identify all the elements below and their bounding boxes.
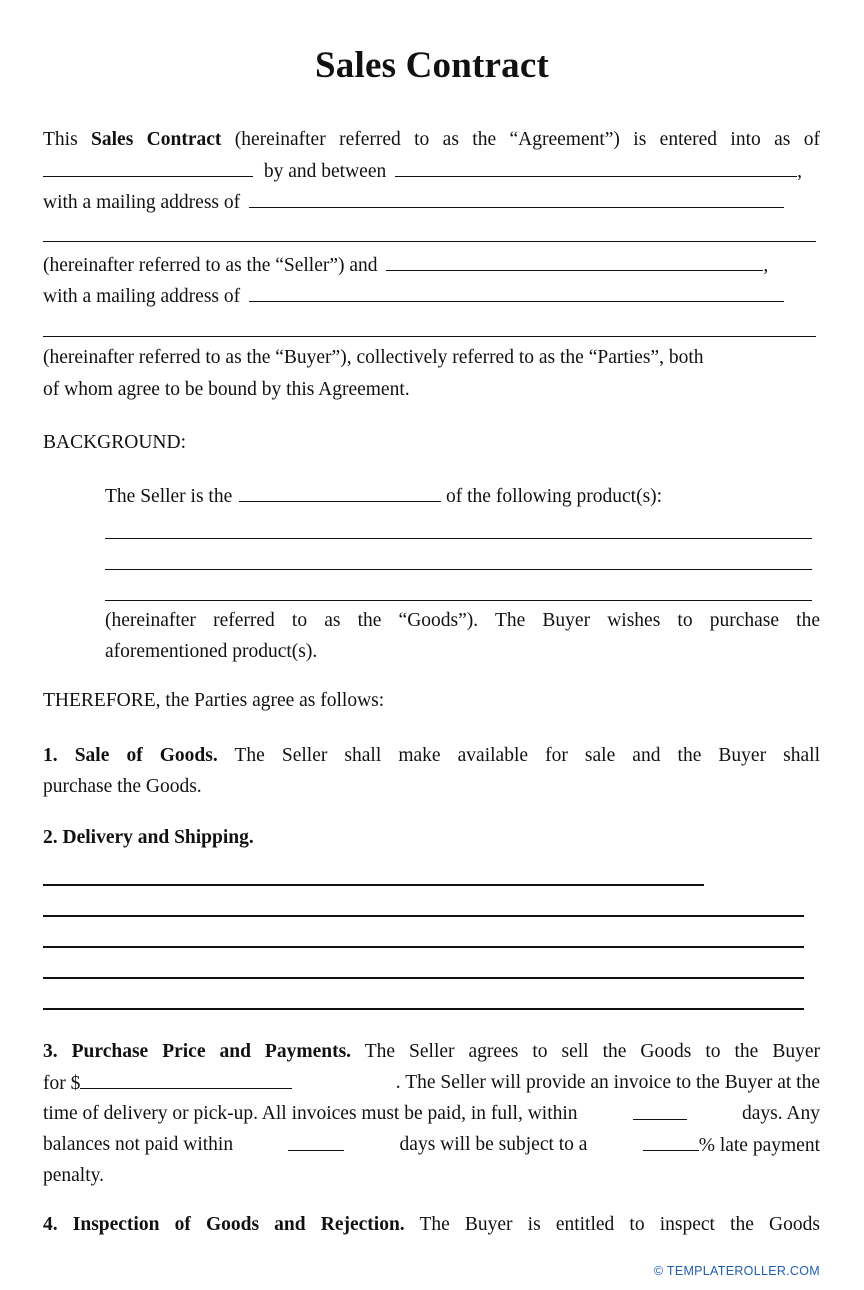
section-3-text: The Seller agrees to sell the Goods to the Buyer bbox=[351, 1041, 820, 1062]
delivery-line-2[interactable] bbox=[43, 915, 804, 917]
comma: , bbox=[797, 161, 802, 182]
delivery-line-3[interactable] bbox=[43, 946, 804, 948]
delivery-line-4[interactable] bbox=[43, 977, 804, 979]
section-4-heading: 4. Inspection of Goods and Rejection. bbox=[43, 1214, 405, 1235]
section-3-line-5: penalty. bbox=[43, 1165, 105, 1186]
seller-name-blank[interactable] bbox=[395, 159, 797, 177]
balances-text: balances not paid within bbox=[43, 1134, 234, 1155]
footer-watermark: © TEMPLATEROLLER.COM bbox=[653, 1264, 820, 1278]
products-line-3[interactable] bbox=[105, 600, 812, 601]
seller-address-line-2[interactable] bbox=[43, 241, 816, 242]
section-4-text: The Buyer is entitled to inspect the Goods bbox=[404, 1214, 820, 1235]
comma: , bbox=[763, 255, 769, 276]
section-3-invoice-text: . The Seller will provide an invoice to the Buyer at the bbox=[395, 1072, 820, 1093]
intro-contract-name: Sales Contract bbox=[91, 129, 222, 150]
late-days-blank[interactable] bbox=[288, 1133, 344, 1151]
seller-ref-text: (hereinafter referred to as the “Seller”) and bbox=[43, 255, 378, 276]
section-3-paid-text: time of delivery or pick-up. All invoices must be paid, in full, within bbox=[43, 1103, 578, 1124]
therefore-text: THEREFORE, the Parties agree as follows: bbox=[43, 690, 385, 711]
section-1-text: The Seller shall make available for sale and the Buyer shall bbox=[217, 745, 820, 766]
days-any-text: days. Any bbox=[741, 1103, 820, 1124]
intro-line-9: of whom agree to be bound by this Agreement. bbox=[43, 379, 410, 400]
intro-line-6 bbox=[43, 284, 784, 309]
intro-line-8: (hereinafter referred to as the “Buyer”), collectively referred to as the “Parties”, both bbox=[43, 347, 704, 368]
intro-line-3 bbox=[43, 190, 784, 215]
intro-text: This bbox=[43, 129, 92, 150]
for-dollar-text: for $ bbox=[43, 1073, 81, 1094]
section-3-line-3 bbox=[43, 1102, 820, 1126]
mailing-address-text: with a mailing address of bbox=[43, 286, 241, 307]
following-products-text: of the following product(s): bbox=[446, 486, 663, 507]
products-line-2[interactable] bbox=[105, 569, 812, 570]
price-blank[interactable] bbox=[80, 1071, 292, 1089]
intro-line-2 bbox=[43, 159, 802, 184]
days-subject-text: days will be subject to a bbox=[399, 1134, 588, 1155]
seller-address-blank[interactable] bbox=[249, 190, 784, 208]
section-3-heading: 3. Purchase Price and Payments. bbox=[43, 1041, 352, 1062]
delivery-line-5[interactable] bbox=[43, 1008, 804, 1010]
section-1-line-1 bbox=[43, 744, 820, 768]
seller-role-blank[interactable] bbox=[239, 484, 441, 502]
background-line-1 bbox=[105, 484, 662, 509]
section-3-line-1 bbox=[43, 1040, 820, 1064]
section-3-line-2 bbox=[43, 1071, 820, 1096]
products-line-1[interactable] bbox=[105, 538, 812, 539]
buyer-address-blank[interactable] bbox=[249, 284, 784, 302]
late-penalty-text: % late payment bbox=[698, 1135, 820, 1156]
background-heading: BACKGROUND: bbox=[43, 432, 187, 453]
section-4-line-1 bbox=[43, 1213, 820, 1237]
section-3-line-4 bbox=[43, 1133, 820, 1158]
goods-line-1: (hereinafter referred to as the “Goods”). The Buyer wishes to purchase the bbox=[105, 610, 820, 631]
goods-line-2: aforementioned product(s). bbox=[105, 641, 318, 662]
document-title: Sales Contract bbox=[314, 45, 549, 86]
by-and-between-text: by and between bbox=[263, 161, 387, 182]
intro-line-1 bbox=[43, 128, 820, 152]
buyer-address-line-2[interactable] bbox=[43, 336, 816, 337]
seller-is-the-text: The Seller is the bbox=[105, 486, 233, 507]
late-percent-blank[interactable] bbox=[643, 1133, 699, 1151]
buyer-name-blank[interactable] bbox=[386, 253, 763, 271]
section-2-heading: 2. Delivery and Shipping. bbox=[43, 827, 254, 848]
mailing-address-text: with a mailing address of bbox=[43, 192, 241, 213]
intro-line-5 bbox=[43, 253, 768, 278]
section-1-heading: 1. Sale of Goods. bbox=[43, 745, 218, 766]
intro-text: (hereinafter referred to as the “Agreement”) is entered into as of bbox=[221, 129, 820, 150]
section-3-for bbox=[43, 1071, 292, 1096]
delivery-line-1[interactable] bbox=[43, 884, 704, 886]
payment-days-blank[interactable] bbox=[633, 1102, 687, 1120]
section-1-line-2: purchase the Goods. bbox=[43, 776, 202, 797]
date-blank[interactable] bbox=[43, 159, 253, 177]
